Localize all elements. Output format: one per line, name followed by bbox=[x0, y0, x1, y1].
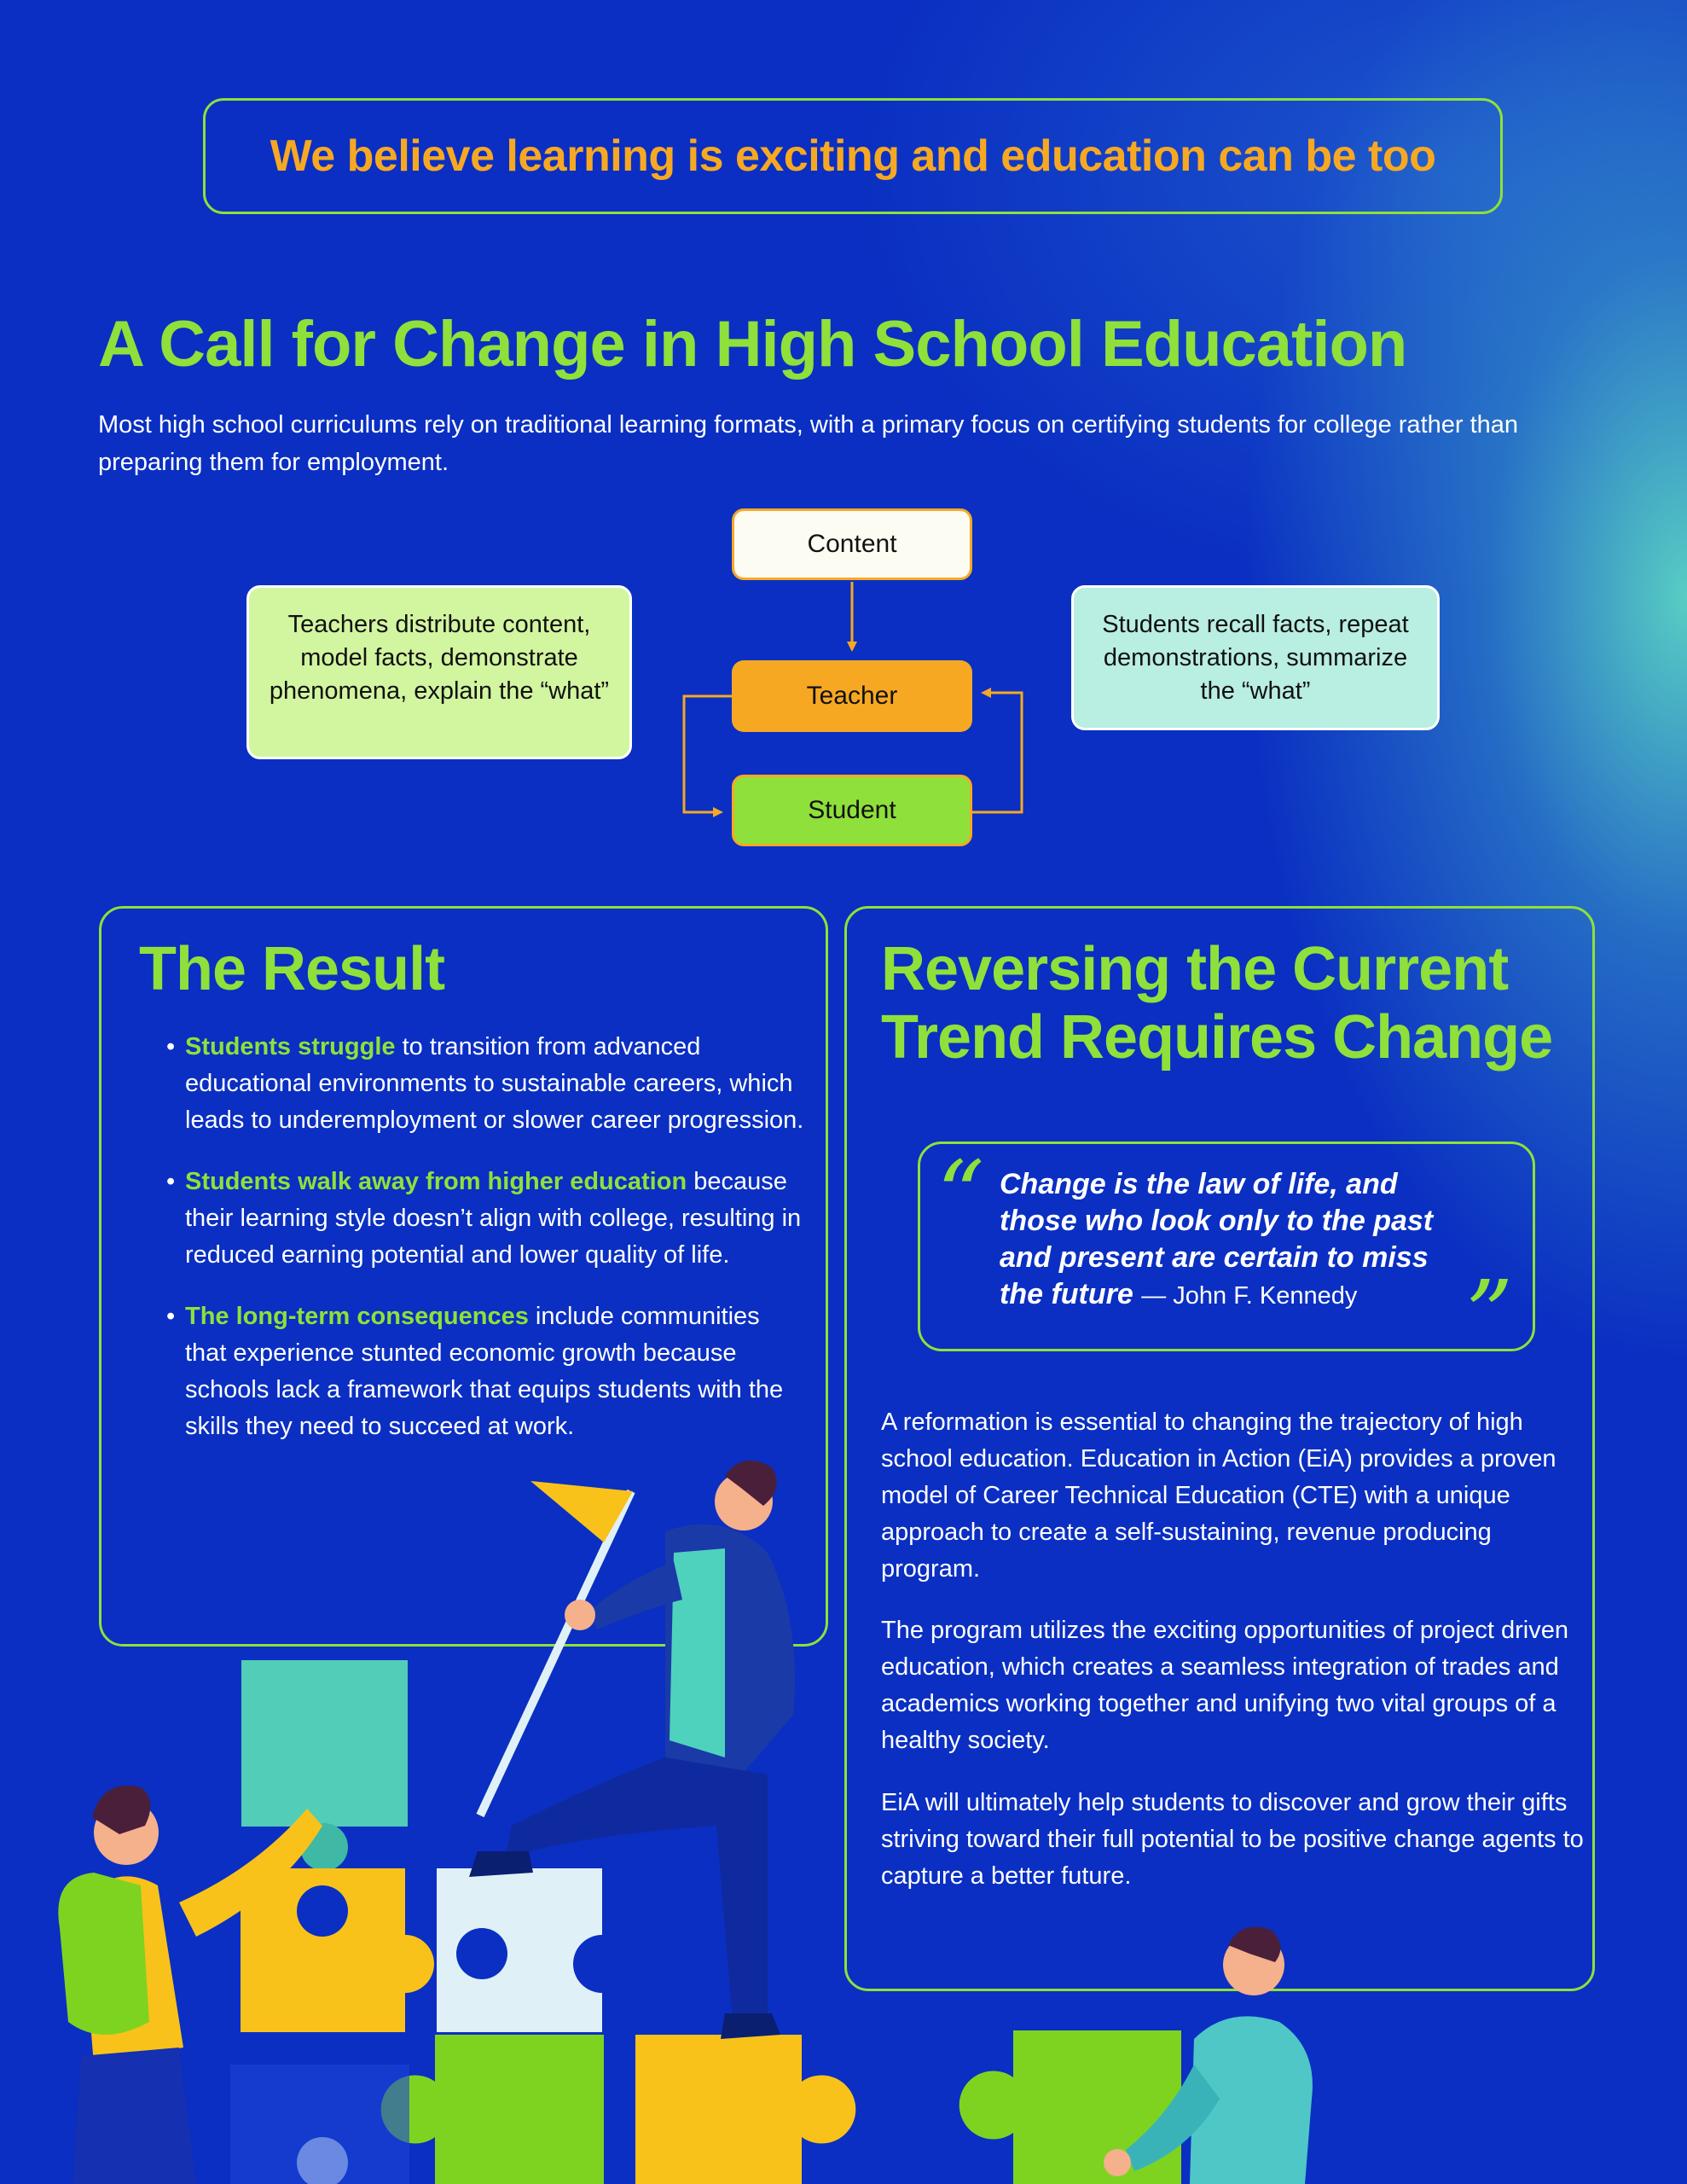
intro-paragraph: Most high school curriculums rely on traditional learning formats, with a primary focus on certifying students for college rather than preparing them for employment. bbox=[98, 411, 1519, 476]
white-puzzle-piece bbox=[437, 1868, 602, 2032]
arrow-student-to-teacher bbox=[972, 693, 1022, 812]
reverse-paragraph-2: The program utilizes the exciting opportunities of project driven education, which creates a seamless integration of trades and academics working together and unifying two vital groups of a healthy society. bbox=[881, 1617, 1568, 1754]
arrow-teacher-to-student bbox=[684, 696, 732, 812]
diagram-node-content: Content bbox=[732, 508, 972, 580]
teacher-description-box: Teachers distribute content, model facts, demonstrate phenomena, explain the “what” bbox=[246, 585, 632, 759]
page-title: A Call for Change in High School Education bbox=[98, 308, 1407, 380]
result-title: The Result bbox=[139, 935, 445, 1003]
bullet-text: to transition from advanced educational environments to sustainable careers, which leads to underemployment or slower career progression. bbox=[185, 1033, 804, 1134]
tagline-banner bbox=[203, 98, 1503, 214]
quote-text bbox=[1000, 1166, 1477, 1315]
bullet-text: include communities that experience stunted economic growth because schools lack a framework that equips students with the skills they need to succeed at work. bbox=[185, 1303, 784, 1440]
student-description-box: Students recall facts, repeat demonstrations, summarize the “what” bbox=[1071, 585, 1440, 730]
bullet-text: because their learning style doesn’t align with college, resulting in reduced earning potential and lower quality of life. bbox=[185, 1168, 802, 1269]
tagline-text: We believe learning is exciting and education can be too bbox=[270, 131, 1436, 181]
reverse-paragraph-3: EiA will ultimately help students to discover and grow their gifts striving toward their full potential to be positive change agents to capture a better future. bbox=[881, 1789, 1584, 1890]
diagram-node-student: Student bbox=[732, 775, 972, 846]
close-quote-icon: ” bbox=[1465, 1260, 1514, 1369]
result-bullet bbox=[166, 1298, 799, 1445]
student-with-backpack-figure bbox=[58, 1786, 322, 2184]
quote-body: Change is the law of life, and those who look only to the past and present are certain to miss the future bbox=[1000, 1168, 1434, 1310]
reverse-trend-title: Reversing the Current Trend Requires Change bbox=[881, 935, 1553, 1072]
diagram-node-teacher: Teacher bbox=[732, 660, 972, 732]
green-puzzle-piece-left bbox=[381, 2035, 604, 2184]
bullet-highlight: Students walk away from higher education bbox=[185, 1168, 687, 1195]
result-bullet bbox=[166, 1164, 815, 1274]
teal-puzzle-piece bbox=[241, 1660, 408, 1827]
green-puzzle-piece-right bbox=[959, 2030, 1181, 2184]
result-bullet-list bbox=[166, 1029, 815, 1470]
yellow-puzzle-piece bbox=[241, 1868, 434, 2032]
reverse-paragraph-1: A reformation is essential to changing the trajectory of high school education. Education in Action (EiA) provides a proven model of Career Technical Education (CTE) with a unique approach to create a self-sustaining, revenue producing program. bbox=[881, 1409, 1557, 1583]
open-quote-icon: “ bbox=[936, 1141, 985, 1250]
yellow-puzzle-piece-bottom bbox=[635, 2035, 855, 2184]
bullet-highlight: The long-term consequences bbox=[185, 1303, 529, 1330]
bullet-highlight: Students struggle bbox=[185, 1033, 396, 1060]
quote-author: — John F. Kennedy bbox=[1141, 1282, 1358, 1310]
result-bullet bbox=[166, 1029, 815, 1139]
